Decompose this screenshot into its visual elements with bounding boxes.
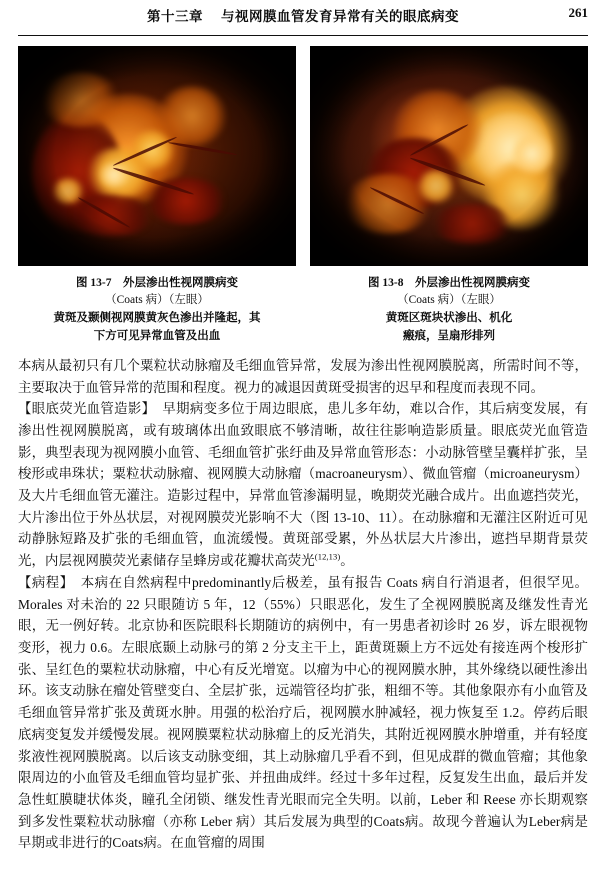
figure-13-8-number: 图 13-8 xyxy=(368,277,404,289)
paragraph-2-superscript: (12,13) xyxy=(314,551,341,562)
paragraph-2-text: 【眼底荧光血管造影】 早期病变多位于周边眼底，患儿多年幼，难以合作，其后病变发展，有渗出性视网膜脱离，或有玻璃体出血致眼底不够清晰，故往往影响造影质量。眼底荧光血管造影，典型表现为视网膜小血管、毛细血管扩张纡曲及异常血管形态：小动脉管壁呈囊样扩张，呈梭形或串珠状；粟粒状动脉瘤、视网膜大动脉瘤（macroaneurysm）、微血管瘤（microaneurysm）及大片毛细血管无灌注。造影过程中，异常血管渗漏明显，晚期荧光融合成片。出血遮挡荧光，大片渗出位于外丛状层，对视网膜荧光影响不大（图 13-10、11）。在动脉瘤和无灌注区附近可见动静脉短路及扩张的毛细血管，血流缓慢。黄斑部受累，外丛状层大片渗出，遮挡早期背景荧光，内层视网膜荧光素储存呈蜂房或花瓣状高荧光 xyxy=(18,401,588,569)
body-text xyxy=(18,355,588,854)
figure-13-7-description: 黄斑及颞侧视网膜黄灰色渗出并隆起，其 下方可见异常血管及出血 xyxy=(53,312,261,342)
figure-row xyxy=(18,46,588,345)
figure-13-8 xyxy=(310,46,588,345)
figure-13-8-description: 黄斑区斑块状渗出、机化 瘢痕，呈扇形排列 xyxy=(385,312,513,342)
figure-13-8-subtitle: （Coats 病）（左眼） xyxy=(397,293,501,306)
header-title xyxy=(147,5,459,25)
chapter-label: 第十三章 xyxy=(147,9,203,24)
header-rule xyxy=(18,35,588,36)
paragraph-3 xyxy=(18,572,588,854)
figure-13-7-number: 图 13-7 xyxy=(76,277,112,289)
figure-13-7-subtitle: （Coats 病）（左眼） xyxy=(105,293,209,306)
chapter-title: 与视网膜血管发育异常有关的眼底病变 xyxy=(221,9,459,24)
figure-13-8-caption xyxy=(310,275,588,345)
figure-13-7 xyxy=(18,46,296,345)
running-head xyxy=(18,0,588,33)
paragraph-3-text: 【病程】 本病在自然病程中predominantly后极差，虽有报告 Coats 病自行消退者，但很罕见。Morales 对未治的 22 只眼随访 5 年，12（55%）只眼恶化，发生了全视网膜脱离及继发性青光眼，无一例好转。北京协和医院眼科长期随访的病例中，有一男患者初诊时 26 岁，诉左眼视物变形，视力 0.6。左眼底颞上动脉弓的第 2 分支主干上，距黄斑颞上方不远处有接连两个梭形扩张、呈红色的粟粒状动脉瘤，中心有反光增宽。以瘤为中心的视网膜水肿，其外缘绕以硬性渗出环。该支动脉在瘤处管壁变白、全层扩张，远端管径均扩张，粗细不等。其他象限亦有小血管及毛细血管异常扩张及黄斑水肿。用强的松治疗后，视网膜水肿减轻，视力恢复至 1.2。停药后眼底病变复发并缓慢发展。视网膜粟粒状动脉瘤上的反光消失，其附近视网膜水肿增重，并有轻度浆液性视网膜脱离。以后该支动脉变细，其上动脉瘤几乎看不到，但见成群的微血管瘤；其他象限周边的小血管及毛细血管均显扩张、并扭曲成绊。经过十多年过程，反复发生出血，最后并发急性虹膜睫状体炎，瞳孔全闭锁、继发性青光眼而完全失明。以前，Leber 和 Reese 亦长期观察到多发性粟粒状动脉瘤（亦称 Leber 病）其后发展为典型的Coats病。故现今普遍认为Leber病是早期或非进行的Coats病。在血管瘤的周围 xyxy=(18,574,588,851)
paragraph-1: 本病从最初只有几个粟粒状动脉瘤及毛细血管异常，发展为渗出性视网膜脱离，所需时间不等，主要取决于血管异常的范围和程度。视力的减退因黄斑受损害的迟早和程度而表现不同。 xyxy=(18,357,588,395)
paragraph-2: 【眼底荧光血管造影】 早期病变多位于周边眼底，患儿多年幼，难以合作，其后病变发展，有渗出性视网膜脱离，或有玻璃体出血致眼底不够清晰，故往往影响造影质量。眼底荧光血管造影，典型表现为视网膜小血管、毛细血管扩张纡曲及异常血管形态：小动脉管壁呈囊样扩张，呈梭形或串珠状；粟粒状动脉瘤、视网膜大动脉瘤（macroaneurysm）、微血管瘤（microaneurysm）及大片毛细血管无灌注。造影过程中，异常血管渗漏明显，晚期荧光融合成片。出血遮挡荧光，大片渗出位于外丛状层，对视网膜荧光影响不大（图 13-10、11）。在动脉瘤和无灌注区附近可见动静脉短路及扩张的毛细血管，血流缓慢。黄斑部受累，外丛状层大片渗出，遮挡早期背景荧光，内层视网膜荧光素储存呈蜂房或花瓣状高荧光$^{(12,13)}$。 xyxy=(18,401,588,569)
fundus-photo-left xyxy=(18,46,296,266)
figure-13-7-title: 外层渗出性视网膜病变 xyxy=(122,277,238,289)
figure-13-7-caption xyxy=(18,275,296,345)
fundus-photo-right xyxy=(310,46,588,266)
figure-13-8-title: 外层渗出性视网膜病变 xyxy=(414,277,530,289)
page-number: 261 xyxy=(568,5,588,20)
